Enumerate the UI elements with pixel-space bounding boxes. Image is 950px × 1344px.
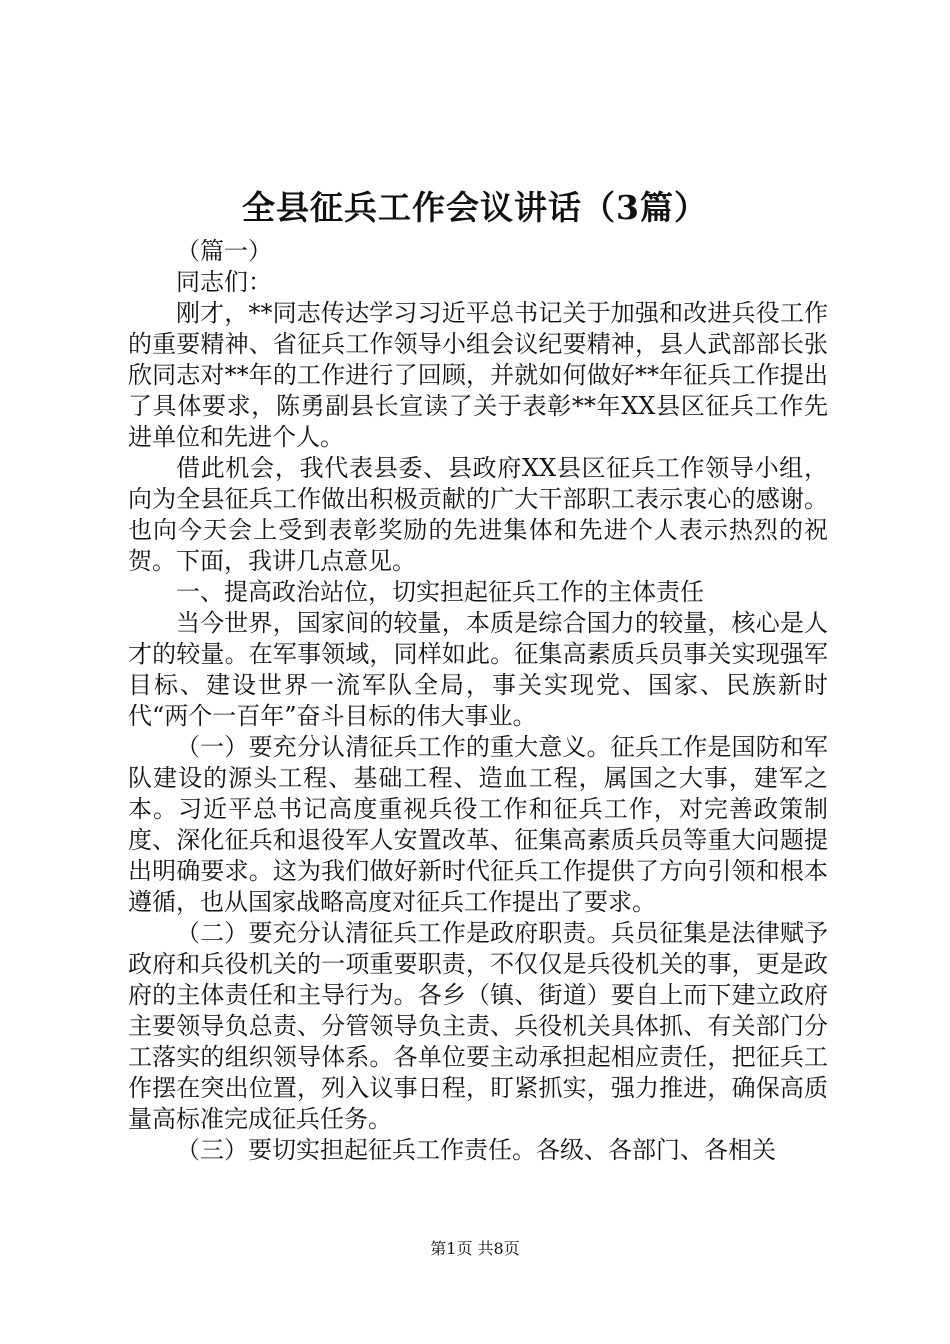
salutation: 同志们： xyxy=(176,268,272,296)
document-title: 全县征兵工作会议讲话（3篇） xyxy=(242,188,708,227)
body-paragraph: 刚才，**同志传达学习习近平总书记关于加强和改进兵役工作的重要精神、省征兵工作领导小组会议纪要精神，县人武部部长张欣同志对**年的工作进行了回顾，并就如何做好**年征兵工作提出了具体要求，陈勇副县长宣读了关于表彰**年XX县区征兵工作先进单位和先进个人。 xyxy=(128,299,828,451)
body-paragraph: （一）要充分认清征兵工作的重大意义。征兵工作是国防和军队建设的源头工程、基础工程、造血工程，属国之大事，建军之本。习近平总书记高度重视兵役工作和征兵工作，对完善政策制度、深化征兵和退役军人安置改革、征集高素质兵员等重大问题提出明确要求。这为我们做好新时代征兵工作提供了方向引领和根本遵循，也从国家战略高度对征兵工作提出了要求。 xyxy=(128,733,828,916)
body-paragraph: （二）要充分认清征兵工作是政府职责。兵员征集是法律赋予政府和兵役机关的一项重要职责，不仅仅是兵役机关的事，更是政府的主体责任和主导行为。各乡（镇、街道）要自上而下建立政府主要领导负总责、分管领导负主责、兵役机关具体抓、有关部门分工落实的组织领导体系。各单位要主动承担起相应责任，把征兵工作摆在突出位置，列入议事日程，盯紧抓实，强力推进，确保高质量高标准完成征兵任务。 xyxy=(128,919,828,1133)
section-label: （篇一） xyxy=(176,237,272,265)
body-paragraph: 当今世界，国家间的较量，本质是综合国力的较量，核心是人才的较量。在军事领域，同样如此。征集高素质兵员事关实现强军目标、建设世界一流军队全局，事关实现党、国家、民族新时代“两个一百年”奋斗目标的伟大事业。 xyxy=(128,609,828,730)
body-paragraph: （三）要切实担起征兵工作责任。各级、各部门、各相关 xyxy=(176,1136,776,1164)
document-body xyxy=(128,236,828,1166)
section-heading: 一、提高政治站位，切实担起征兵工作的主体责任 xyxy=(176,578,704,606)
page-footer: 第1页 共8页 xyxy=(430,1239,520,1258)
body-paragraph: 借此机会，我代表县委、县政府XX县区征兵工作领导小组，向为全县征兵工作做出积极贡献的广大干部职工表示衷心的感谢。也向今天会上受到表彰奖励的先进集体和先进个人表示热烈的祝贺。下面，我讲几点意见。 xyxy=(128,454,828,575)
